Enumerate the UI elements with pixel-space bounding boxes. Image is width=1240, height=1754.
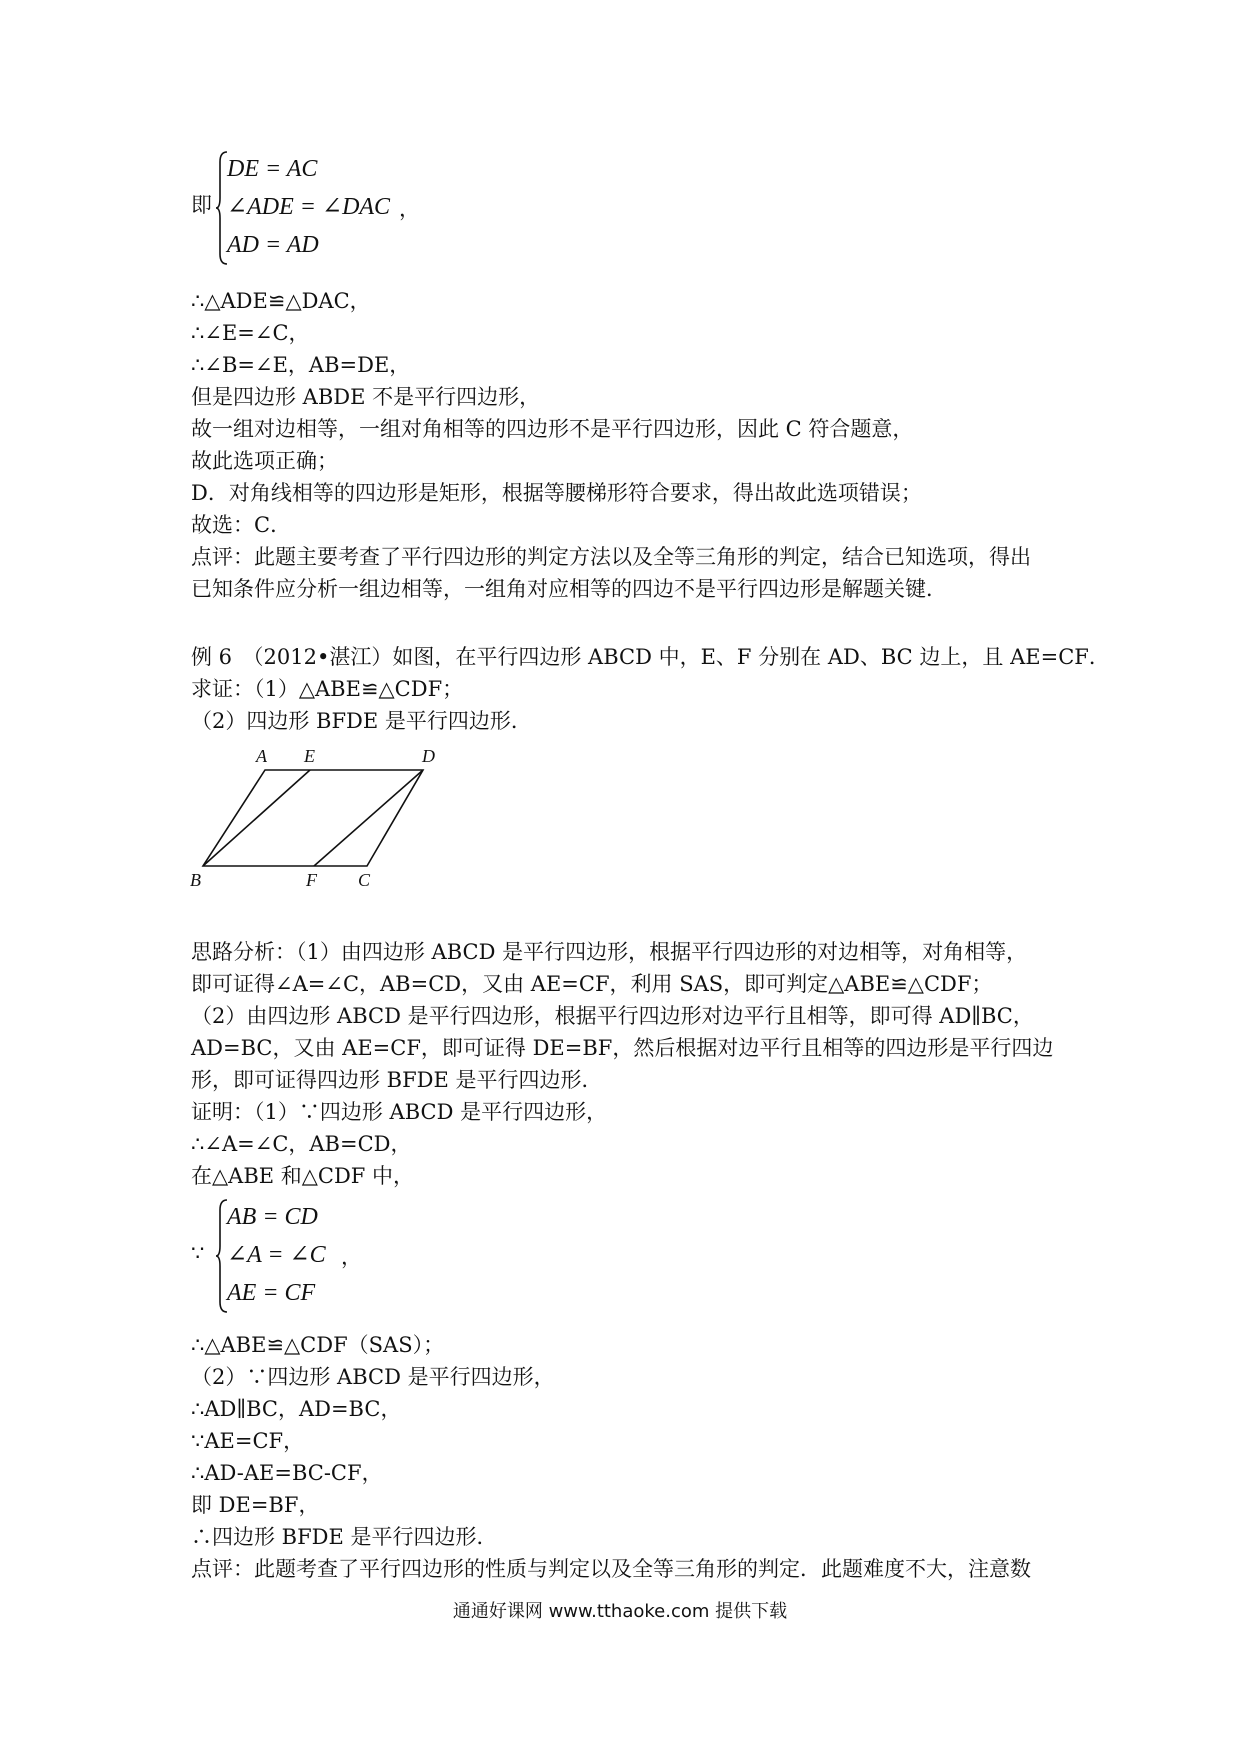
text-line: （2）四边形 BFDE 是平行四边形． bbox=[191, 709, 532, 733]
text-line: ∵AE=CF， bbox=[191, 1429, 305, 1453]
label-c: C bbox=[358, 870, 371, 890]
text-line: 思路分析：（1）由四边形 ABCD 是平行四边形，根据平行四边形的对边相等，对角相等， bbox=[191, 940, 1028, 964]
text-line: ∴AD∥BC，AD=BC， bbox=[191, 1397, 402, 1421]
parallelogram-abcd bbox=[203, 770, 423, 866]
equation-line: AD = AD bbox=[227, 232, 319, 258]
text-line: D．对角线相等的四边形是矩形，根据等腰梯形符合要求，得出故此选项错误； bbox=[191, 481, 922, 505]
text-line: ∴∠E=∠C， bbox=[191, 321, 310, 345]
label-b: B bbox=[190, 870, 201, 890]
system-lead: ∵ bbox=[191, 1241, 205, 1265]
text-line: 在△ABE 和△CDF 中， bbox=[191, 1164, 415, 1188]
system-lead: 即 bbox=[191, 193, 212, 217]
text-line: （2）∵四边形 ABCD 是平行四边形， bbox=[191, 1365, 555, 1389]
text-line: 点评：此题主要考查了平行四边形的判定方法以及全等三角形的判定，结合已知选项，得出 bbox=[191, 545, 1031, 569]
text-line: 证明：（1）∵四边形 ABCD 是平行四边形， bbox=[191, 1100, 608, 1124]
text-line: 即 DE=BF， bbox=[191, 1493, 320, 1517]
text-line: （2）由四边形 ABCD 是平行四边形，根据平行四边形对边平行且相等，即可得 AD∥BC， bbox=[191, 1004, 1034, 1028]
text-line: ∴△ABE≌△CDF（SAS）； bbox=[191, 1333, 445, 1357]
text-line: 故此选项正确； bbox=[191, 449, 338, 473]
text-line: 已知条件应分析一组边相等，一组角对应相等的四边不是平行四边形是解题关键． bbox=[191, 577, 947, 601]
text-line: AD=BC，又由 AE=CF，即可证得 DE=BF，然后根据对边平行且相等的四边形是平行四边 bbox=[191, 1036, 1054, 1060]
label-a: A bbox=[256, 746, 267, 766]
text-line: 点评：此题考查了平行四边形的性质与判定以及全等三角形的判定．此题难度不大，注意数 bbox=[191, 1557, 1031, 1581]
label-e: E bbox=[304, 746, 315, 766]
text-line: 求证：（1）△ABE≌△CDF； bbox=[191, 677, 464, 701]
label-f: F bbox=[306, 870, 317, 890]
equation-line: ∠A = ∠C bbox=[227, 1242, 326, 1268]
text-line: ∴△ADE≌△DAC， bbox=[191, 289, 371, 313]
text-line: ∴∠A=∠C，AB=CD， bbox=[191, 1132, 412, 1156]
equation-line: AB = CD bbox=[227, 1204, 318, 1230]
label-d: D bbox=[422, 746, 435, 766]
example-heading: 例 6 （2012•湛江）如图，在平行四边形 ABCD 中，E、F 分别在 AD、BC 边上，且 AE=CF． bbox=[191, 645, 1110, 669]
text-line: ∴AD-AE=BC-CF， bbox=[191, 1461, 383, 1485]
equation-line: AE = CF bbox=[227, 1280, 316, 1306]
text-line: 形，即可证得四边形 BFDE 是平行四边形． bbox=[191, 1068, 603, 1092]
text-line: ∴四边形 BFDE 是平行四边形． bbox=[191, 1525, 498, 1549]
equation-system-1 bbox=[191, 150, 591, 266]
equation-comma: ， bbox=[399, 197, 420, 221]
equation-line: ∠ADE = ∠DAC bbox=[227, 194, 391, 220]
text-line: 故选：C． bbox=[191, 513, 292, 537]
equation-line: DE = AC bbox=[227, 156, 318, 182]
equation-comma: ， bbox=[341, 1245, 362, 1269]
text-line: ∴∠B=∠E，AB=DE， bbox=[191, 353, 411, 377]
text-line: 即可证得∠A=∠C，AB=CD，又由 AE=CF，利用 SAS，即可判定△ABE≌△CDF； bbox=[191, 972, 993, 996]
text-line: 故一组对边相等，一组对角相等的四边形不是平行四边形，因此 C 符合题意， bbox=[191, 417, 914, 441]
page-footer: 通通好课网 www.tthaoke.com 提供下载 bbox=[452, 1601, 788, 1622]
segment-fd bbox=[314, 770, 423, 866]
equation-system-2 bbox=[191, 1198, 591, 1314]
parallelogram-figure bbox=[180, 740, 450, 890]
text-line: 但是四边形 ABDE 不是平行四边形， bbox=[191, 385, 541, 409]
